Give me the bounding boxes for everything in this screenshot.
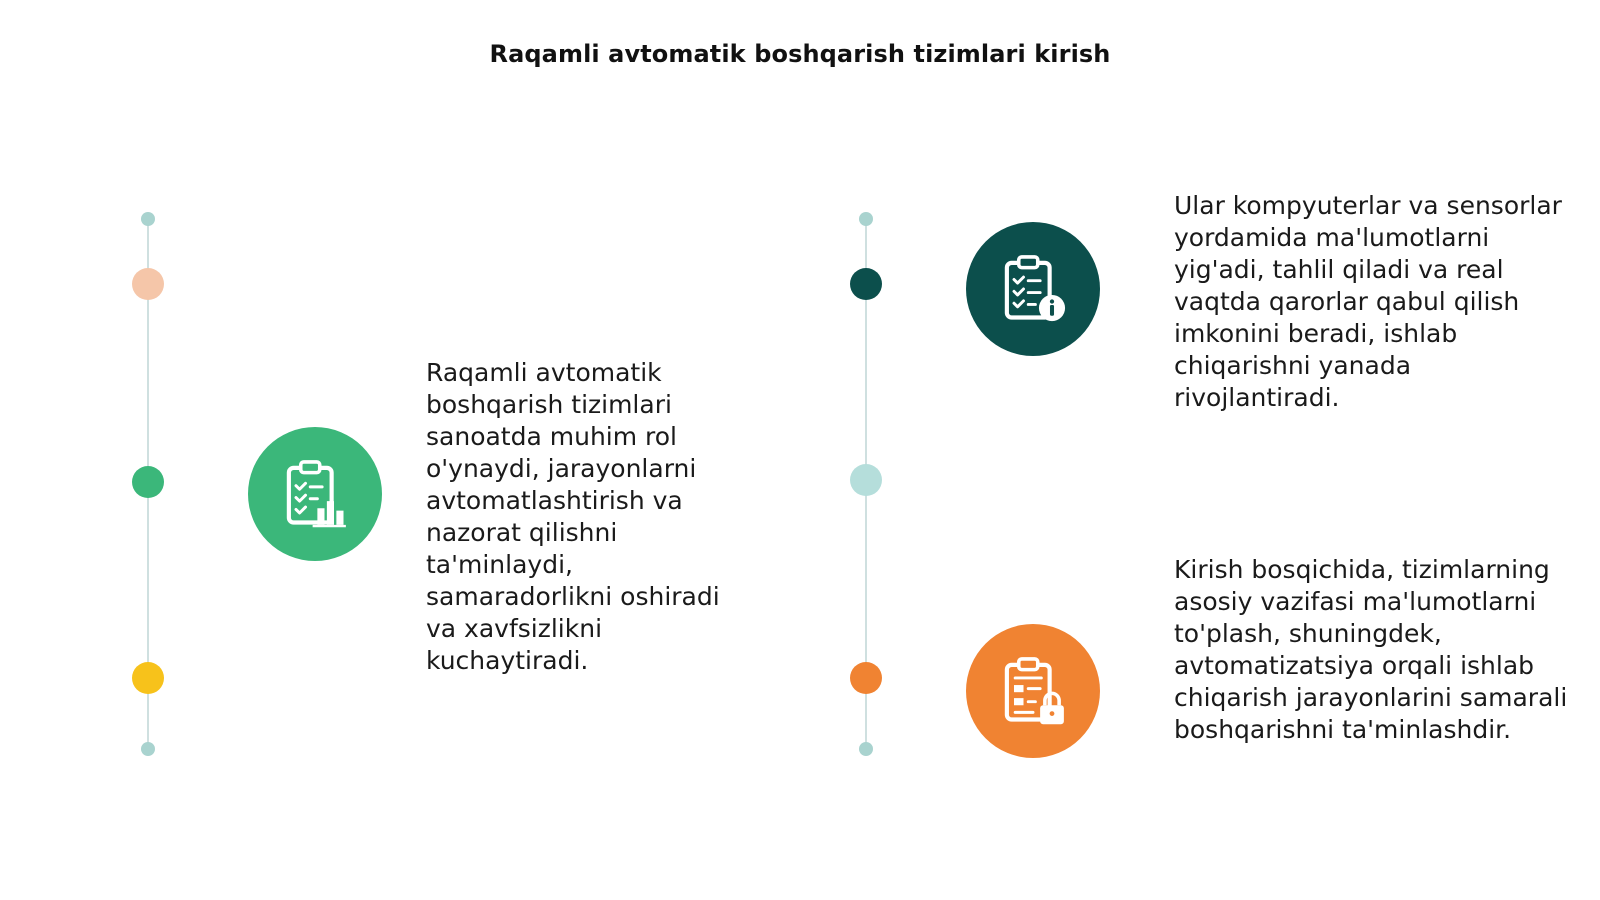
timeline-node-green (132, 466, 164, 498)
page-title: Raqamli avtomatik boshqarish tizimlari kirish (489, 40, 1111, 68)
clipboard-lock-icon (995, 653, 1071, 729)
clipboard-chart-icon (277, 456, 353, 532)
timeline-endpoint-bottom (859, 742, 873, 756)
item-1-icon-circle (248, 427, 382, 561)
item-3-icon-circle (966, 624, 1100, 758)
timeline-node-light-teal (850, 464, 882, 496)
item-3-text: Kirish bosqichida, tizimlarning asosiy vazifasi ma'lumotlarni to'plash, shuningdek, avtomatizatsiya orqali ishlab chiqarish jarayonlarini samarali boshqarishni ta'minlashdir. (1174, 555, 1568, 744)
timeline-endpoint-top (859, 212, 873, 226)
item-2-text: Ular kompyuterlar va sensorlar yordamida ma'lumotlarni yig'adi, tahlil qiladi va real vaqtda qarorlar qabul qilish imkonini beradi, ishlab chiqarishni yanada rivojlantiradi. (1174, 191, 1562, 412)
timeline-node-dark-teal (850, 268, 882, 300)
timeline-right (846, 210, 886, 770)
timeline-endpoint-top (141, 212, 155, 226)
timeline-left (128, 210, 168, 770)
timeline-node-yellow (132, 662, 164, 694)
clipboard-info-icon (995, 251, 1071, 327)
timeline-endpoint-bottom (141, 742, 155, 756)
item-1-text: Raqamli avtomatik boshqarish tizimlari sanoatda muhim rol o'ynaydi, jarayonlarni avtomatlashtirish va nazorat qilishni ta'minlaydi, samaradorlikni oshiradi va xavfsizlikni kuchaytiradi. (426, 358, 720, 675)
item-2-icon-circle (966, 222, 1100, 356)
timeline-node-peach (132, 268, 164, 300)
timeline-node-orange (850, 662, 882, 694)
